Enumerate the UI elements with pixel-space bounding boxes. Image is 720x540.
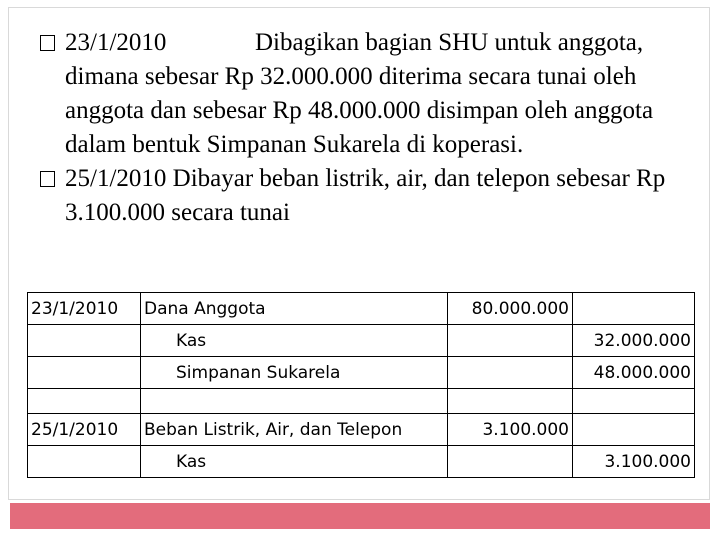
journal-account-text: Kas: [176, 330, 207, 351]
journal-account-text: Beban Listrik, Air, dan Telepon: [144, 419, 403, 440]
journal-debit-cell: [448, 414, 573, 446]
journal-debit-cell: [448, 446, 573, 478]
square-bullet-icon: [40, 35, 55, 51]
journal-credit-cell: [573, 414, 695, 446]
paragraph-shu: [40, 26, 680, 162]
text-block: [40, 26, 680, 230]
journal-row: [28, 293, 695, 325]
journal-credit-cell: [573, 357, 695, 389]
journal-debit-cell: [448, 325, 573, 357]
journal-credit-cell: [573, 325, 695, 357]
journal-account-cell: [141, 446, 448, 478]
journal-date-cell: [28, 389, 141, 414]
journal-credit-text: 32.000.000: [593, 330, 691, 351]
journal-credit-cell: [573, 389, 695, 414]
journal-date-cell: [28, 325, 141, 357]
journal-date-text: 23/1/2010: [31, 298, 119, 319]
journal-row: [28, 414, 695, 446]
journal-credit-text: 3.100.000: [604, 451, 691, 472]
journal-date-cell: [28, 357, 141, 389]
journal-account-text: Simpanan Sukarela: [176, 362, 341, 383]
journal-date-text: 25/1/2010: [31, 419, 119, 440]
paragraph-continuation: anggota, dimana sebesar Rp 32.000.000 diterima secara tunai oleh anggota dan sebesar Rp 48.000.000 disimpan oleh anggota dalam bentuk Simpanan Sukarela di koperasi.: [65, 29, 654, 158]
journal-debit-text: 3.100.000: [482, 419, 569, 440]
paragraph-first-line: Dibagikan bagian SHU untuk: [255, 29, 552, 56]
journal-credit-text: 48.000.000: [593, 362, 691, 383]
journal-debit-text: 80.000.000: [471, 298, 569, 319]
journal-credit-cell: [573, 446, 695, 478]
journal-credit-cell: [573, 293, 695, 325]
square-bullet-icon: [40, 171, 55, 187]
journal-account-cell: [141, 357, 448, 389]
bottom-accent-band: [10, 503, 710, 529]
journal-debit-cell: [448, 293, 573, 325]
journal-account-cell: [141, 293, 448, 325]
journal-row: [28, 446, 695, 478]
journal-account-cell: [141, 414, 448, 446]
paragraph-listrik: [40, 162, 680, 230]
journal-account-cell: [141, 389, 448, 414]
journal-row: [28, 325, 695, 357]
journal-debit-cell: [448, 389, 573, 414]
journal-debit-cell: [448, 357, 573, 389]
journal-row: [28, 357, 695, 389]
paragraph-date: 23/1/2010: [65, 29, 167, 56]
journal-date-cell: [28, 414, 141, 446]
journal-date-cell: [28, 446, 141, 478]
journal-row: [28, 389, 695, 414]
journal-account-text: Kas: [176, 451, 207, 472]
journal-date-cell: [28, 293, 141, 325]
journal-account-cell: [141, 325, 448, 357]
journal-account-text: Dana Anggota: [144, 298, 266, 319]
paragraph-text: 25/1/2010 Dibayar beban listrik, air, dan telepon sebesar Rp 3.100.000 secara tunai: [65, 165, 666, 226]
journal-table: [27, 292, 695, 478]
